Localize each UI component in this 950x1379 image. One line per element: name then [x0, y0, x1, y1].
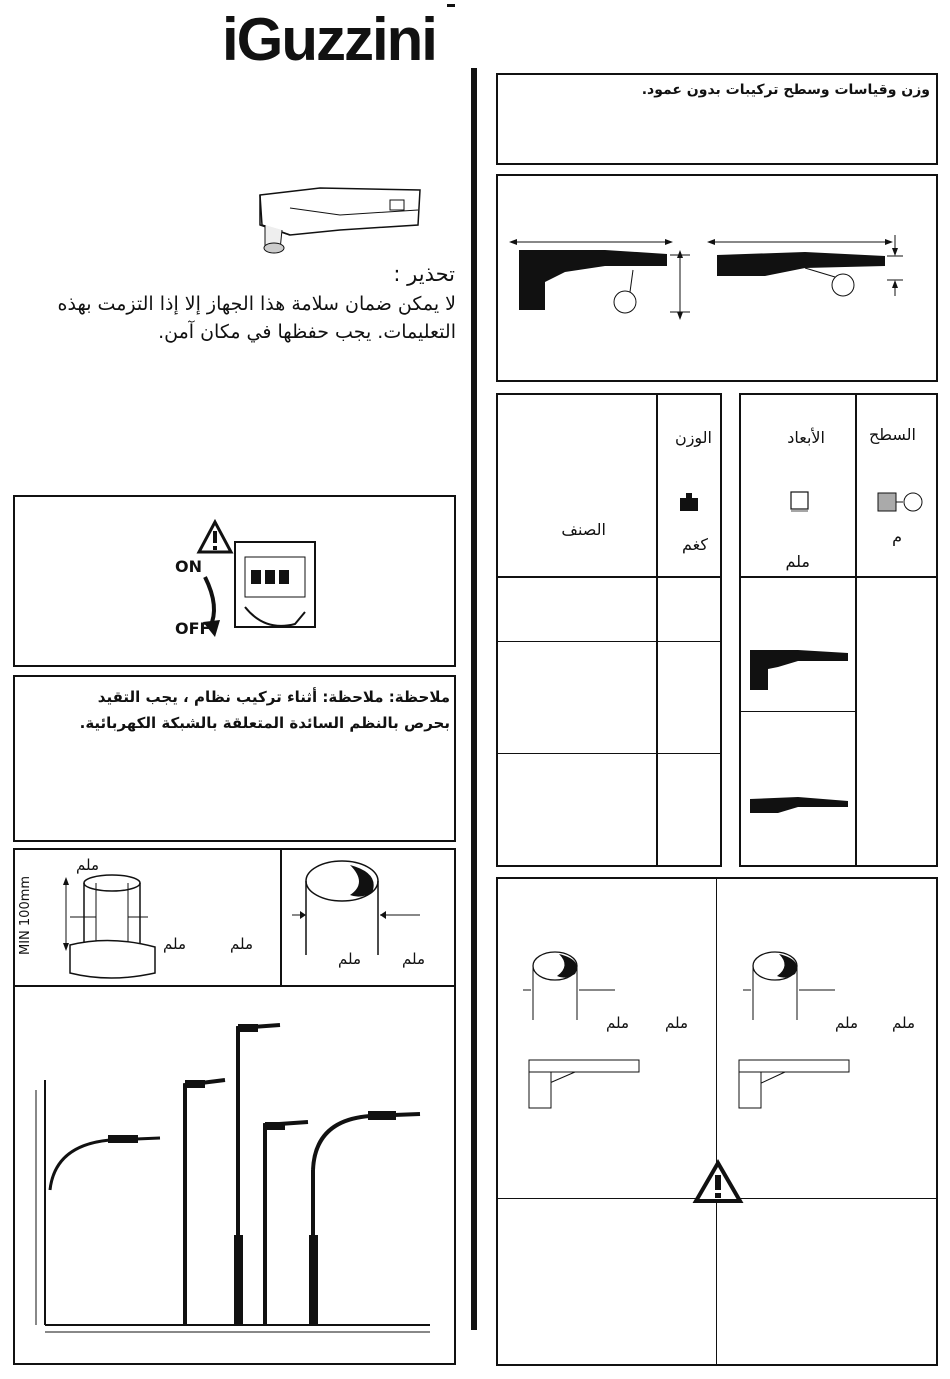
- mount-left-unit-a: ملم: [606, 1014, 629, 1032]
- col-surface-header: السطح: [868, 425, 916, 444]
- pole-panel-vdivider: [280, 850, 282, 985]
- spec-table-right-row-2: [741, 711, 855, 712]
- warning-triangle-icon: [693, 1160, 743, 1204]
- off-label: OFF: [175, 619, 211, 638]
- spec-table-left-row-3: [498, 753, 720, 754]
- spigot-diagram: [40, 855, 160, 980]
- col-dimensions-header: الأبعاد: [787, 428, 825, 447]
- col-weight-unit: كغم: [682, 535, 708, 554]
- weights-panel-title: وزن وقياسات وسطح تركيبات بدون عمود.: [641, 82, 930, 98]
- on-label: ON: [175, 557, 202, 576]
- spec-table-left-row-2: [498, 641, 720, 642]
- luminaire-illustration: [250, 180, 430, 260]
- switch-panel: [13, 495, 456, 667]
- spec-table-right-vline: [855, 395, 857, 865]
- surface-icon: [877, 490, 927, 514]
- mount-right-unit-a: ملم: [835, 1014, 858, 1032]
- spec-table-left-vline: [656, 395, 658, 865]
- min-length-label: MIN 100mm: [18, 875, 33, 955]
- luminaire-profile-b: [748, 793, 850, 818]
- dimension-diagram: [505, 230, 925, 320]
- pole-top-unit-a: ملم: [338, 950, 361, 968]
- luminaire-profile-a: [748, 645, 850, 695]
- note-text: [22, 684, 450, 736]
- spec-table-right-row-1: [741, 576, 936, 578]
- col-category-header: الصنف: [561, 520, 606, 539]
- pole-top-diagram: [290, 855, 440, 965]
- spigot-unit-top: ملم: [76, 856, 99, 874]
- mount-right-unit-b: ملم: [892, 1014, 915, 1032]
- warning-title: تحذير :: [393, 262, 455, 286]
- note-line-2: بحرص بالنظم السائدة المتعلقة بالشبكة الكهربائية.: [79, 714, 450, 732]
- dimensions-icon: [789, 490, 811, 512]
- pole-panel-hdivider: [15, 985, 454, 987]
- spigot-unit-b: ملم: [230, 935, 253, 953]
- warning-text: لا يمكن ضمان سلامة هذا الجهاز إلا إذا التزمت بهذه التعليمات. يجب حفظها في مكان آمن.: [57, 293, 456, 343]
- pole-top-unit-b: ملم: [402, 950, 425, 968]
- note-line-1: ملاحظة: ملاحظة: أثناء تركيب نظام ، يجب التقيد: [97, 688, 450, 706]
- mount-panel-vline: [716, 879, 717, 1364]
- spec-table-left-row-1: [498, 576, 720, 578]
- spec-table-left: [496, 393, 722, 867]
- logo-mark: [447, 4, 455, 7]
- column-divider: [471, 68, 477, 1330]
- brand-logo: iGuzzini: [222, 6, 436, 73]
- col-weight-header: الوزن: [674, 428, 712, 447]
- col-surface-unit: م: [892, 527, 902, 546]
- weight-icon: [679, 492, 699, 512]
- installation-heights-diagram: [30, 1010, 440, 1340]
- mount-left-unit-b: ملم: [665, 1014, 688, 1032]
- col-dimensions-unit: ملم: [785, 552, 810, 571]
- spigot-unit-a: ملم: [163, 935, 186, 953]
